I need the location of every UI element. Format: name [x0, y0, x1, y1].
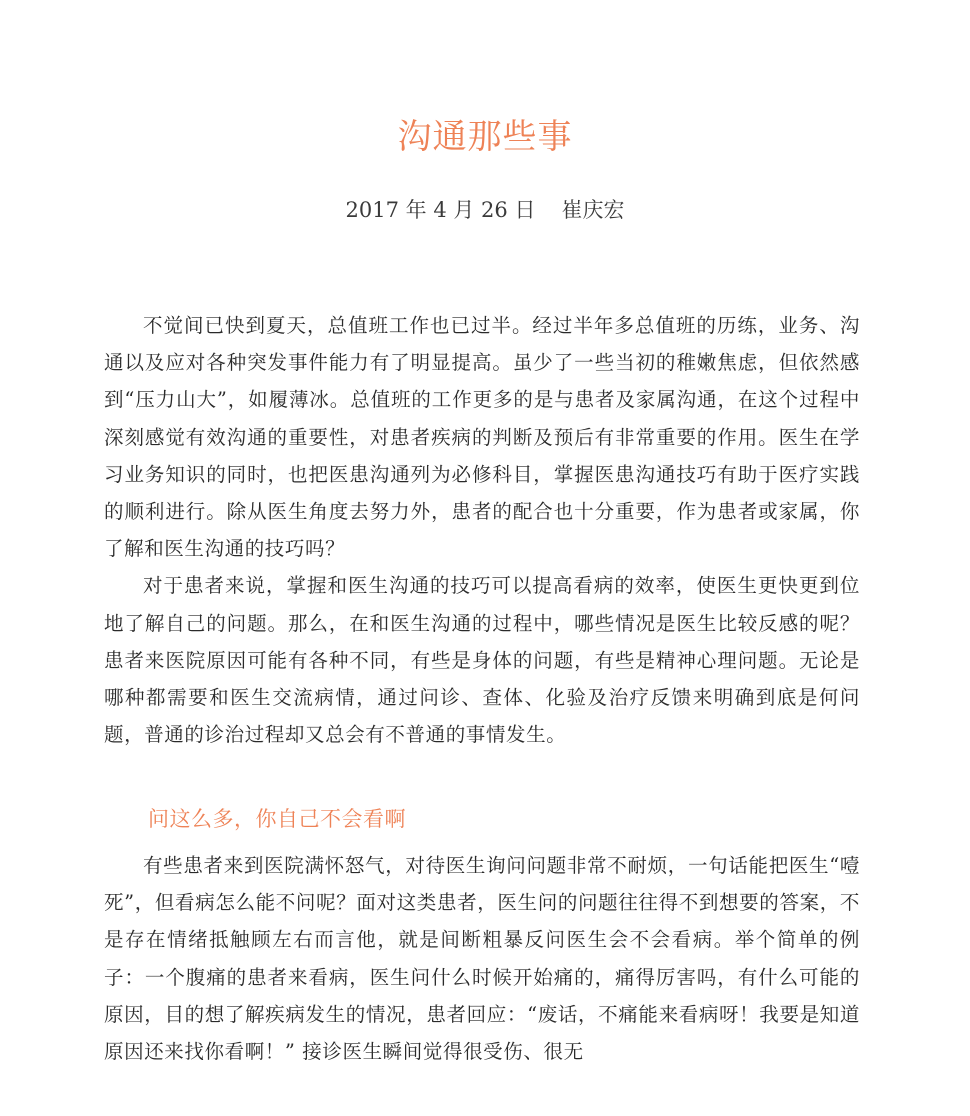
article-date: 2017 年 4 月 26 日 — [345, 198, 536, 222]
article-meta — [0, 192, 970, 228]
paragraph: 不觉间已快到夏天，总值班工作也已过半。经过半年多总值班的历练，业务、沟通以及应对各种突发事件能力有了明显提高。虽少了一些当初的稚嫩焦虑，但依然感到“压力山大”，如履薄冰。总值班的工作更多的是与患者及家属沟通，在这个过程中深刻感觉有效沟通的重要性，对患者疾病的判断及预后有非常重要的作用。医生在学习业务知识的同时，也把医患沟通列为必修科目，掌握医患沟通技巧有助于医疗实践的顺利进行。除从医生角度去努力外，患者的配合也十分重要，作为患者或家属，你了解和医生沟通的技巧吗？ — [104, 314, 860, 561]
section-text — [104, 847, 860, 1070]
section-heading: 问这么多，你自己不会看啊 — [148, 807, 406, 831]
intro-text — [104, 307, 860, 753]
article-title: 沟通那些事 — [397, 117, 573, 157]
paragraph: 对于患者来说，掌握和医生沟通的技巧可以提高看病的效率，使医生更快更到位地了解自己的问题。那么，在和医生沟通的过程中，哪些情况是医生比较反感的呢？患者来医院原因可能有各种不同，有些是身体的问题，有些是精神心理问题。无论是哪种都需要和医生交流病情，通过问诊、查体、化验及治疗反馈来明确到底是何问题，普通的诊治过程却又总会有不普通的事情发生。 — [104, 574, 860, 747]
article-author: 崔庆宏 — [561, 198, 625, 222]
paragraph: 有些患者来到医院满怀怒气，对待医生询问问题非常不耐烦，一句话能把医生“噎死”，但看病怎么能不问呢？面对这类患者，医生问的问题往往得不到想要的答案，不是存在情绪抵触顾左右而言他，就是间断粗暴反问医生会不会看病。举个简单的例子：一个腹痛的患者来看病，医生问什么时候开始痛的，痛得厉害吗，有什么可能的原因，目的想了解疾病发生的情况，患者回应：“废话，不痛能来看病呀！我要是知道原因还来找你看啊！” 接诊医生瞬间觉得很受伤、很无 — [104, 854, 860, 1064]
